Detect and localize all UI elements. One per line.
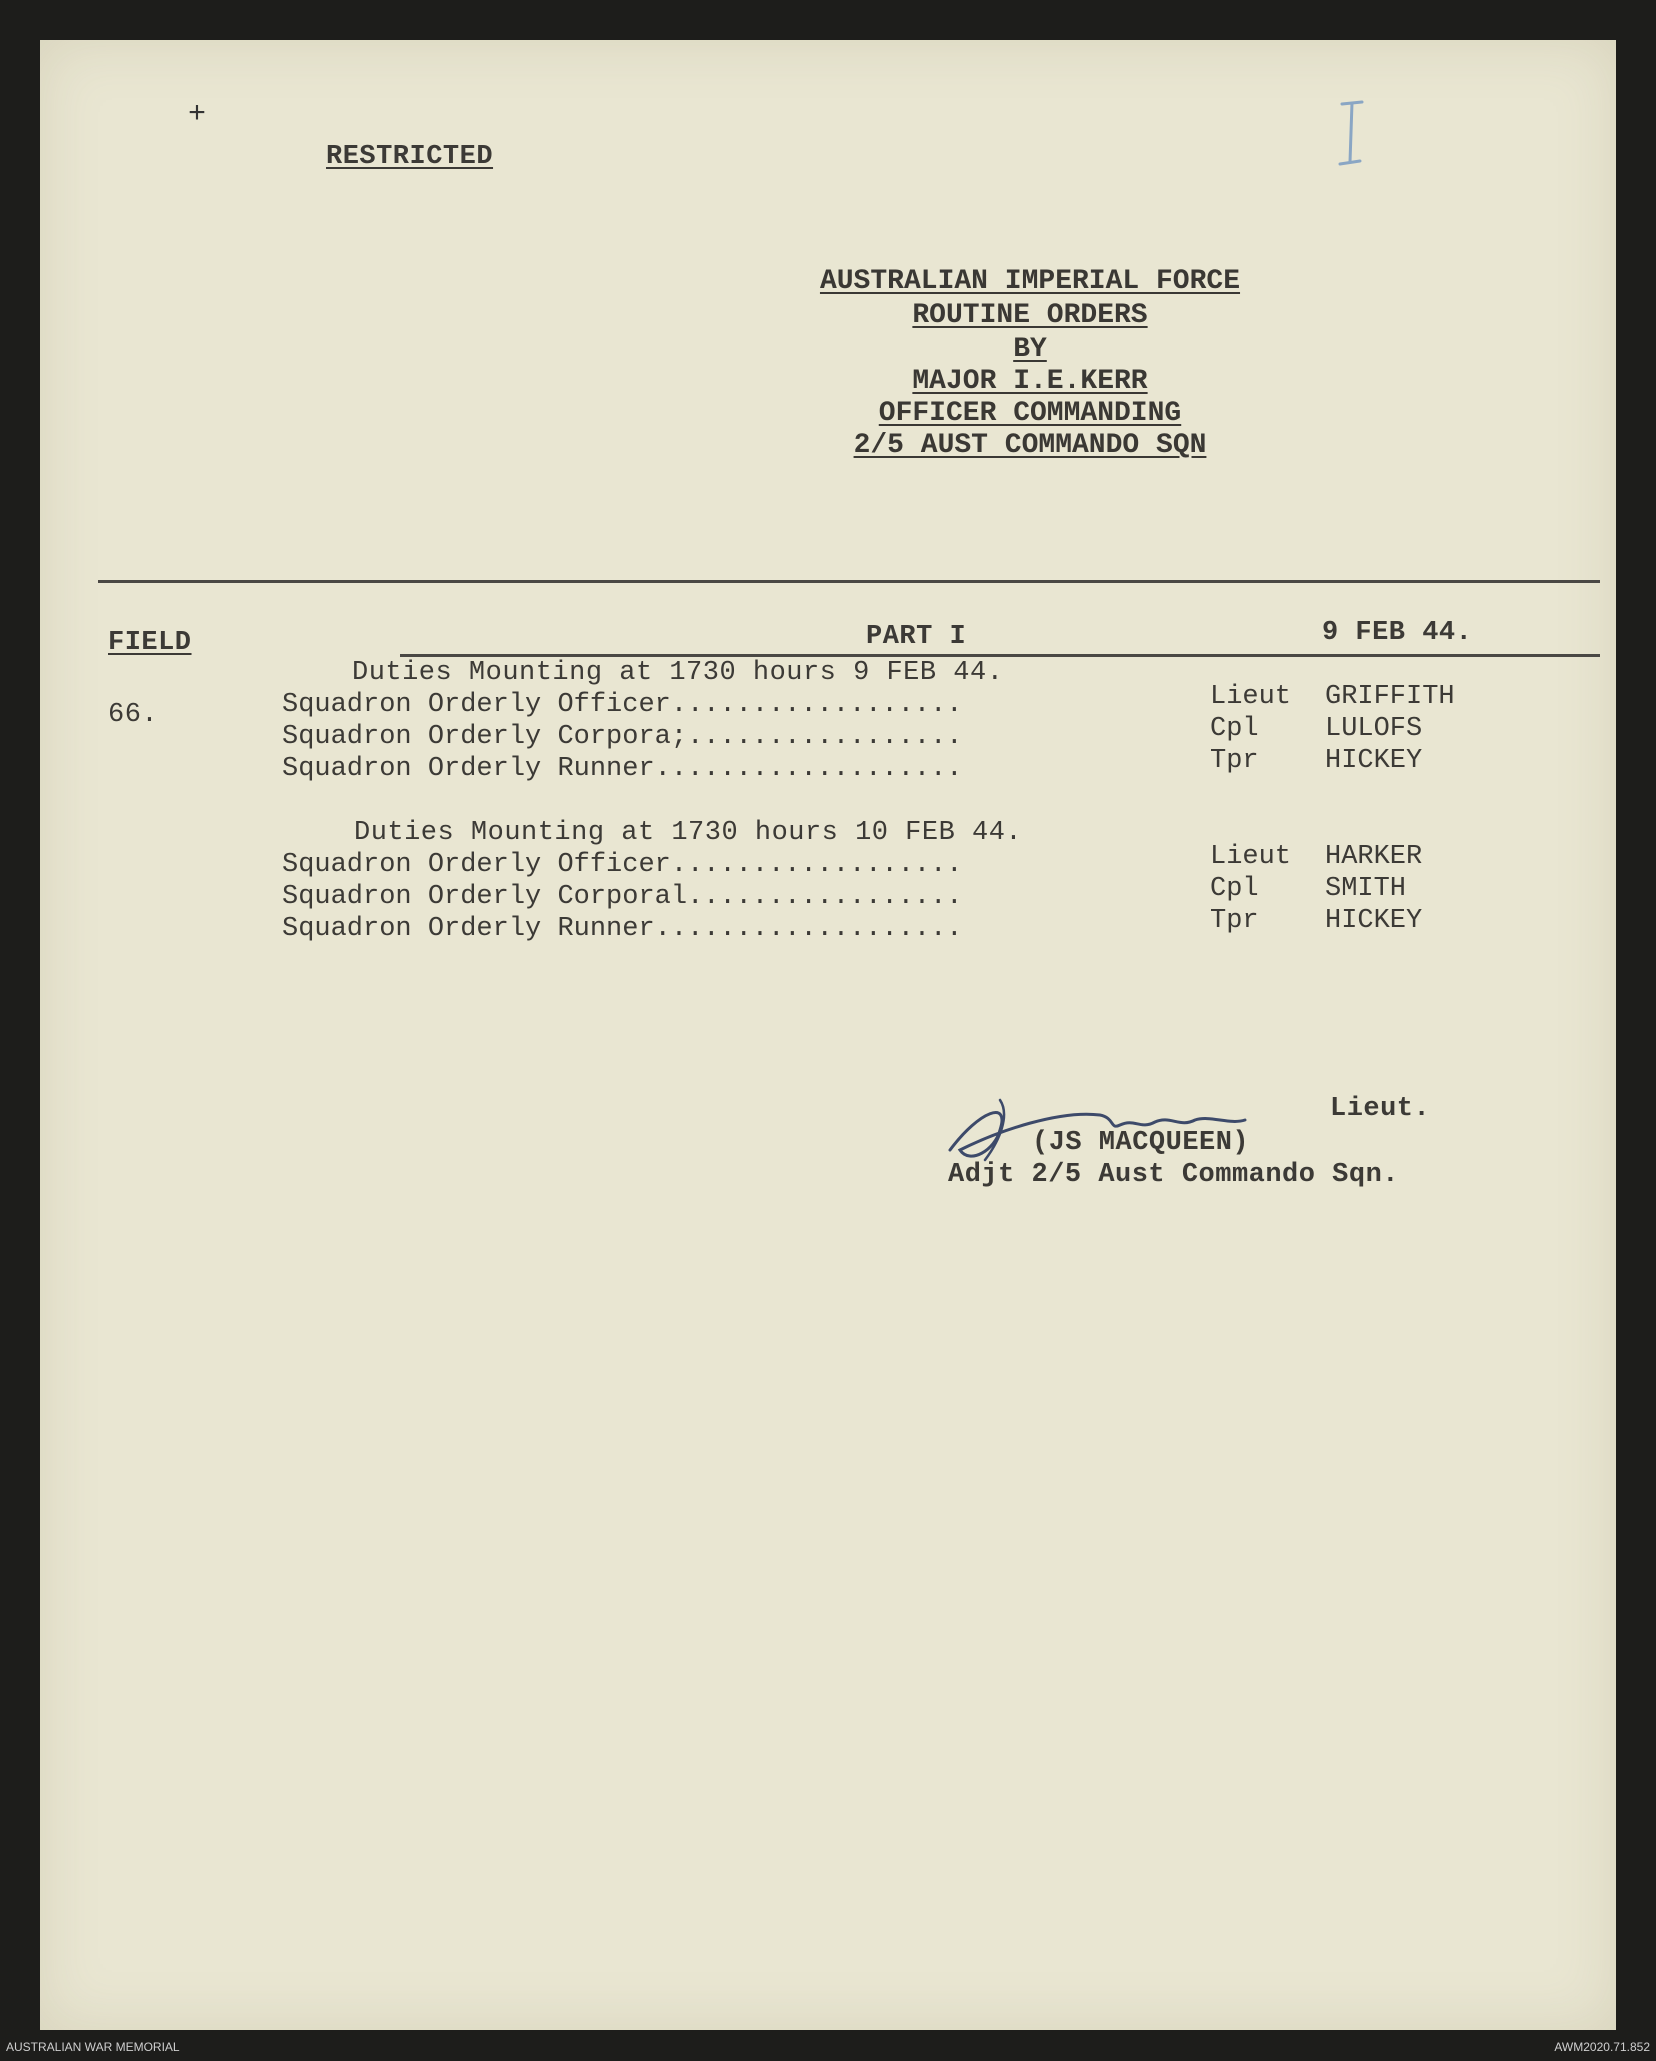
duties-title-2: Duties Mounting at 1730 hours 10 FEB 44. [354, 818, 1023, 848]
duty-name: SMITH [1325, 874, 1407, 904]
duty-rank: Tpr [1210, 746, 1259, 776]
header-rule [98, 580, 1600, 583]
duty-rank: Cpl [1210, 714, 1259, 744]
order-number: 66. [108, 700, 159, 730]
duties-title-1: Duties Mounting at 1730 hours 9 FEB 44. [352, 658, 1004, 688]
duty-role: Squadron Orderly Officer.................. [282, 850, 963, 880]
duty-role: Squadron Orderly Officer.................. [282, 690, 963, 720]
restricted-label: RESTRICTED [326, 142, 494, 172]
duty-rank: Lieut [1210, 842, 1292, 872]
duty-rank: Tpr [1210, 906, 1259, 936]
heading-line-1: AUSTRALIAN IMPERIAL FORCE [819, 266, 1241, 297]
order-date: 9 FEB 44. [1322, 618, 1473, 648]
heading-line-5: OFFICER COMMANDING [878, 398, 1182, 429]
duty-rank: Cpl [1210, 874, 1259, 904]
part-label: PART I [866, 622, 967, 652]
duty-role: Squadron Orderly Runner................... [282, 914, 963, 944]
footer-right: AWM2020.71.852 [1554, 2040, 1650, 2054]
footer-left: AUSTRALIAN WAR MEMORIAL [6, 2040, 180, 2054]
stray-mark: + [188, 98, 207, 132]
heading-line-3: BY [1013, 334, 1047, 365]
page-number-mark [1330, 98, 1370, 168]
duty-name: HICKEY [1325, 746, 1423, 776]
duty-role: Squadron Orderly Runner................... [282, 754, 963, 784]
part-rule [400, 654, 1600, 657]
field-label: FIELD [108, 628, 192, 658]
signature-position: Adjt 2/5 Aust Commando Sqn. [948, 1160, 1399, 1190]
duty-role: Squadron Orderly Corpora;................. [282, 722, 963, 752]
duty-name: HARKER [1325, 842, 1423, 872]
signature-name: (JS MACQUEEN) [1032, 1128, 1250, 1158]
heading-line-4: MAJOR I.E.KERR [912, 366, 1148, 397]
heading-line-6: 2/5 AUST COMMANDO SQN [853, 430, 1207, 461]
duty-name: LULOFS [1325, 714, 1423, 744]
duty-role: Squadron Orderly Corporal................. [282, 882, 963, 912]
signature-rank: Lieut. [1330, 1094, 1431, 1124]
duty-rank: Lieut [1210, 682, 1292, 712]
heading-line-2: ROUTINE ORDERS [912, 300, 1148, 331]
duty-name: HICKEY [1325, 906, 1423, 936]
duty-name: GRIFFITH [1325, 682, 1455, 712]
